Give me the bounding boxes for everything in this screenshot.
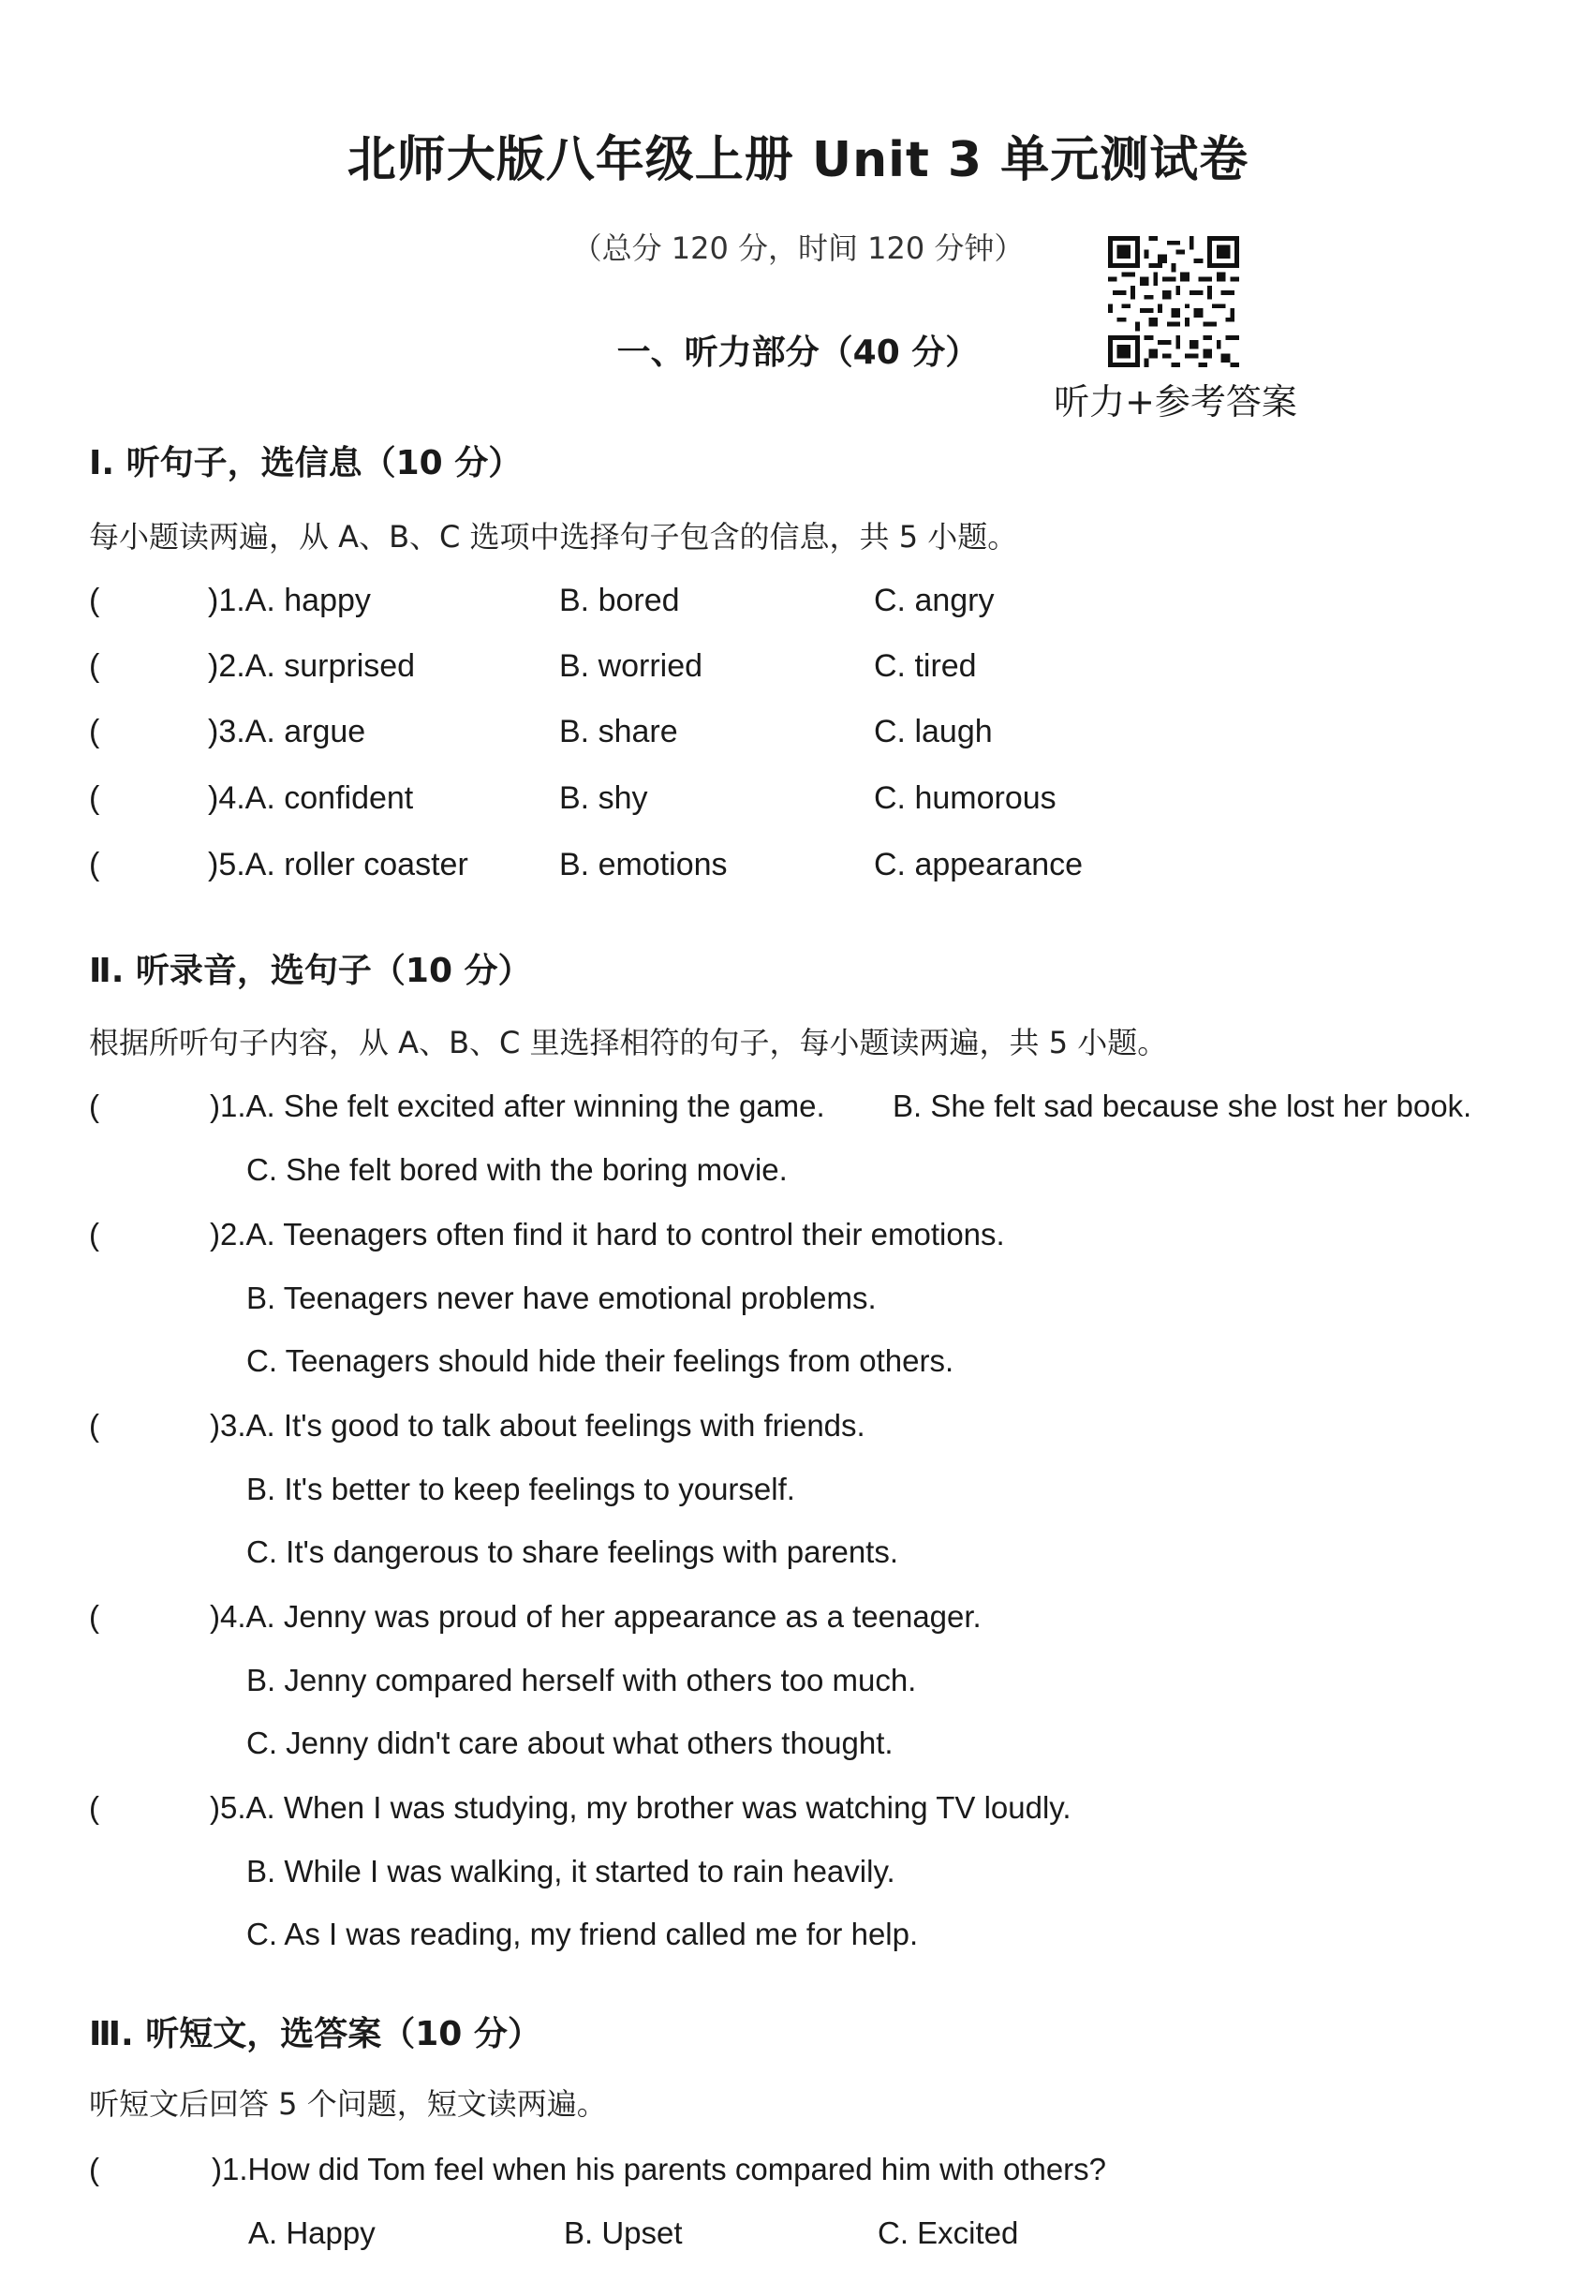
sentence-option-b: B. Jenny compared herself with others too much. — [246, 1663, 917, 1697]
question-option-c: C. humorous — [874, 780, 1057, 816]
sentence-option-c: C. Jenny didn't care about what others thought. — [246, 1726, 894, 1760]
answer-paren: ( — [89, 2152, 99, 2186]
page-title: 北师大版八年级上册 Unit 3 单元测试卷 — [347, 132, 1249, 188]
answer-option-b: B. Upset — [564, 2215, 683, 2250]
answer-paren: ( — [89, 780, 100, 816]
question-option-a: )3.A. argue — [208, 714, 366, 749]
section-1-question-row — [0, 714, 1596, 757]
answer-paren: ( — [89, 1599, 99, 1634]
sentence-option-c: C. She felt bored with the boring movie. — [246, 1152, 788, 1187]
section-2-instruction: 根据所听句子内容，从 A、B、C 里选择相符的句子，每小题读两遍，共 5 小题。 — [89, 1025, 1168, 1060]
sentence-option-b: B. Teenagers never have emotional problems. — [246, 1281, 877, 1315]
answer-paren: ( — [89, 1408, 99, 1443]
question-option-b: B. share — [559, 714, 678, 749]
answer-paren: ( — [89, 648, 100, 684]
section-2-title: Ⅱ. 听录音，选句子（10 分） — [89, 952, 532, 990]
answer-paren: ( — [89, 1089, 99, 1123]
listening-question: )1.How did Tom feel when his parents compared him with others? — [212, 2152, 1107, 2186]
section-1-question-row — [0, 847, 1596, 890]
answer-option-a: A. Happy — [248, 2215, 376, 2250]
sentence-option-a: )4.A. Jenny was proud of her appearance as a teenager. — [210, 1599, 982, 1634]
question-option-c: C. appearance — [874, 847, 1084, 882]
section-1-question-row — [0, 780, 1596, 823]
section-1-question-row — [0, 648, 1596, 691]
question-option-c: C. tired — [874, 648, 977, 684]
sentence-option-b: B. It's better to keep feelings to yourself. — [246, 1472, 795, 1506]
question-option-a: )1.A. happy — [208, 583, 371, 618]
question-option-c: C. angry — [874, 583, 995, 618]
sentence-option-a: )5.A. When I was studying, my brother was watching TV loudly. — [210, 1790, 1071, 1825]
question-option-a: )4.A. confident — [208, 780, 414, 816]
question-option-b: B. bored — [559, 583, 680, 618]
section-3-title: Ⅲ. 听短文，选答案（10 分） — [89, 2015, 541, 2053]
section-3-instruction: 听短文后回答 5 个问题，短文读两遍。 — [89, 2086, 607, 2122]
answer-paren: ( — [89, 714, 100, 749]
sentence-option-a: )1.A. She felt excited after winning the game. — [210, 1089, 825, 1123]
answer-option-c: C. Excited — [878, 2215, 1019, 2250]
sentence-option-a: )2.A. Teenagers often find it hard to control their emotions. — [210, 1217, 1005, 1252]
sentence-option-b: B. She felt sad because she lost her book. — [893, 1089, 1472, 1123]
sentence-option-c: C. It's dangerous to share feelings with parents. — [246, 1534, 899, 1569]
sentence-option-c: C. As I was reading, my friend called me for help. — [246, 1917, 919, 1951]
qr-code-icon — [1108, 236, 1239, 367]
question-option-c: C. laugh — [874, 714, 993, 749]
question-option-a: )2.A. surprised — [208, 648, 416, 684]
answer-paren: ( — [89, 583, 100, 618]
section-1-title: Ⅰ. 听句子，选信息（10 分） — [89, 444, 523, 482]
question-option-b: B. shy — [559, 780, 648, 816]
answer-paren: ( — [89, 1790, 99, 1825]
answer-paren: ( — [89, 1217, 99, 1252]
section-1-question-row — [0, 583, 1596, 626]
question-option-b: B. worried — [559, 648, 703, 684]
question-option-a: )5.A. roller coaster — [208, 847, 468, 882]
listening-part-header: 一、听力部分（40 分） — [616, 333, 980, 372]
sentence-option-c: C. Teenagers should hide their feelings from others. — [246, 1343, 954, 1378]
section-1-instruction: 每小题读两遍，从 A、B、C 选项中选择句子包含的信息，共 5 小题。 — [89, 519, 1018, 555]
answer-paren: ( — [89, 847, 100, 882]
question-option-b: B. emotions — [559, 847, 728, 882]
sentence-option-a: )3.A. It's good to talk about feelings with friends. — [210, 1408, 865, 1443]
qr-caption: 听力+参考答案 — [1054, 381, 1297, 422]
score-time-note: （总分 120 分，时间 120 分钟） — [571, 230, 1025, 266]
sentence-option-b: B. While I was walking, it started to rain heavily. — [246, 1854, 895, 1889]
